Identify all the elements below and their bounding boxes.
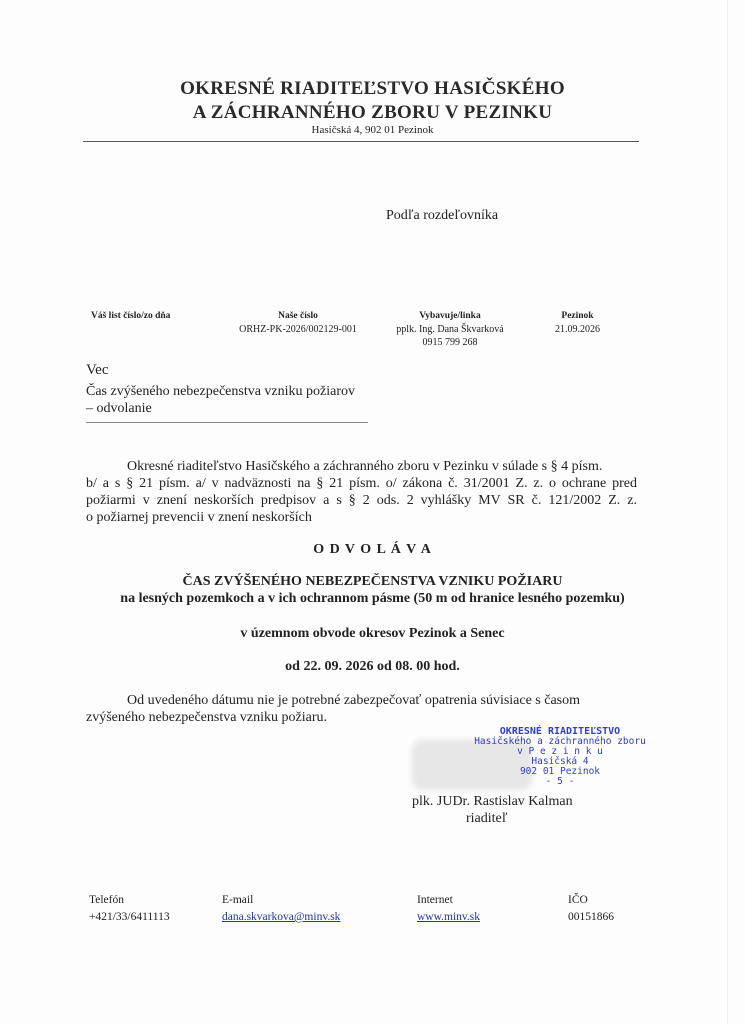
stamp-line1: OKRESNÉ RIADITEĽSTVO [499,726,621,737]
your-letter-label: Váš list číslo/zo dňa [91,311,171,321]
decision-line1: ČAS ZVÝŠENÉHO NEBEZPEČENSTVA VZNIKU POŽIARU [182,574,563,589]
territory-line: v územnom obvode okresov Pezinok a Senec [240,626,505,641]
stamp-line4: Hasičská 4 [531,756,589,767]
footer-ico-label: IČO [568,894,588,906]
para1-line3: požiarmi v znení neskorších predpisov a s § 2 ods. 2 vyhlášky MV SR č. 121/2002 Z. z. [86,493,637,508]
para2-line2: zvýšeného nebezpečenstva vzniku požiaru. [86,710,328,725]
handled-by-label: Vybavuje/linka [419,311,481,321]
handled-by-block [380,309,520,349]
stamp-line5: 902 01 Pezinok [519,766,601,777]
subject-label: Vec [86,362,109,378]
effective-from-line: od 22. 09. 2026 od 08. 00 hod. [285,659,460,674]
footer-ico-value: 00151866 [568,911,614,923]
subject-line1: Čas zvýšeného nebezpečenstva vzniku požiarov [86,384,356,399]
footer-phone [89,892,170,926]
subject-underline [86,422,368,423]
official-stamp [470,727,650,787]
scan-edge [727,0,728,1024]
footer-email-label: E-mail [222,894,254,906]
org-name-line1: OKRESNÉ RIADITEĽSTVO HASIČSKÉHO [180,78,565,99]
date-block [540,309,615,336]
footer-email [222,892,340,926]
footer-ico [568,892,614,926]
signatory-role: riaditeľ [466,811,508,826]
stamp-line3: v P e z i n k u [517,746,603,757]
para1-line2: b/ a s § 21 písm. a/ v nadväznosti na § 21 písm. o/ zákona č. 31/2001 Z. z. o ochrane pred [86,476,637,491]
place-label: Pezinok [561,311,594,321]
footer-web-label: Internet [417,894,453,906]
para1-line4: o požiarnej prevencii v znení neskorších [86,510,312,525]
para2-line1: Od uvedeného dátumu nie je potrebné zabezpečovať opatrenia súvisiace s časom [127,693,581,708]
subject-line2: – odvolanie [86,401,152,416]
our-number-block [218,309,378,336]
footer-web [417,892,480,926]
stamp-line6: - 5 - [545,776,575,787]
document-date: 21.09.2026 [555,324,600,335]
org-address: Hasičská 4, 902 01 Pezinok [311,124,434,136]
our-number-value: ORHZ-PK-2026/002129-001 [239,324,357,335]
signatory-name: plk. JUDr. Rastislav Kalman [412,794,573,809]
decision-line2: na lesných pozemkoch a v ich ochrannom pásme (50 m od hranice lesného pozemku) [120,591,625,606]
footer-email-link[interactable]: dana.skvarkova@minv.sk [222,911,341,923]
footer-web-link[interactable]: www.minv.sk [417,911,481,923]
para1-line1: Okresné riaditeľstvo Hasičského a záchranného zboru v Pezinku v súlade s § 4 písm. [127,459,603,474]
footer-phone-label: Telefón [89,894,124,906]
recipient: Podľa rozdeľovníka [386,208,499,223]
org-name-line2: A ZÁCHRANNÉHO ZBORU V PEZINKU [192,102,553,123]
footer-phone-value: +421/33/6411113 [89,911,170,923]
stamp-line2: Hasičského a záchranného zboru [474,736,646,747]
handled-by-phone: 0915 799 268 [422,337,478,348]
header-divider [83,141,639,142]
handled-by-name: pplk. Ing. Dana Škvarková [396,324,504,335]
revokes-heading: O D V O L Á V A [313,542,432,557]
our-number-label: Naše číslo [278,311,318,321]
